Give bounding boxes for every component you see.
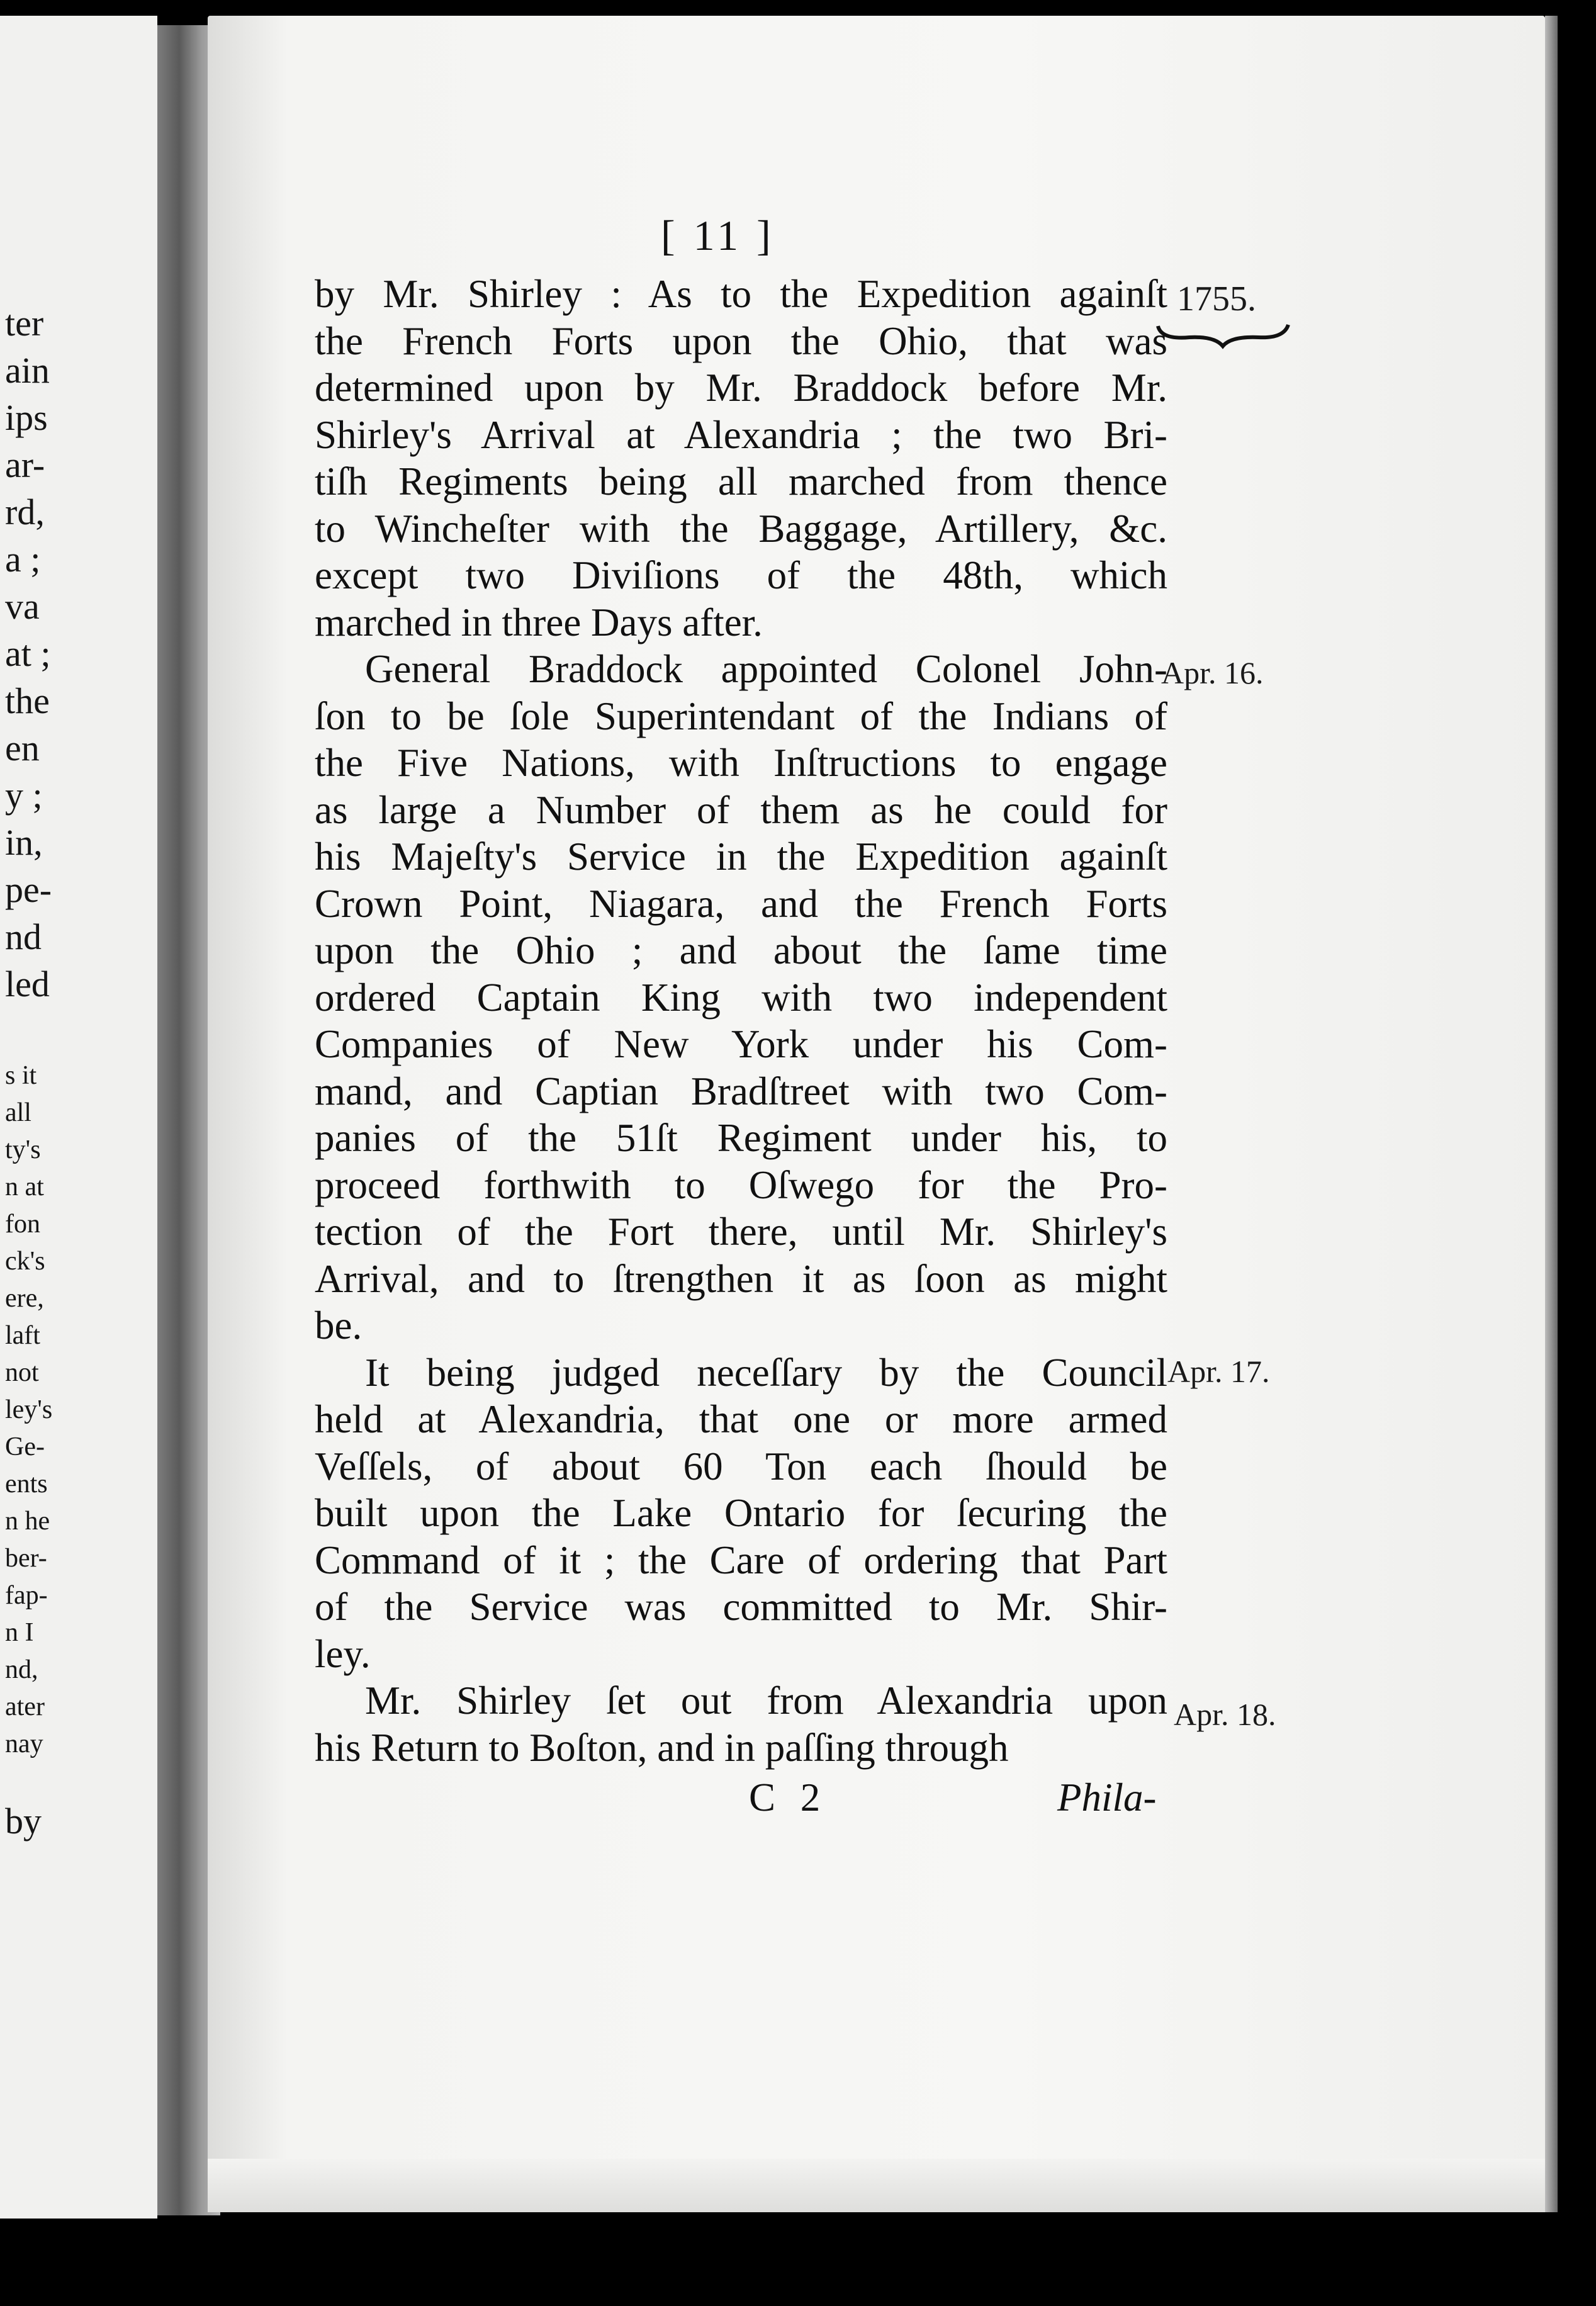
left-page-line: fon [5, 1210, 40, 1239]
paragraph-4 [315, 1677, 1167, 1771]
text-line: as large a Number of them as he could for [315, 787, 1167, 832]
catchword: Phila- [1057, 1775, 1157, 1819]
left-page-line: led [5, 964, 50, 1004]
text-line: tiſh Regiments being all marched from thence [315, 459, 1167, 503]
left-page-line: y ; [5, 775, 43, 816]
text-line: except two Diviſions of the 48th, which [315, 553, 1167, 597]
text-line: tection of the Fort there, until Mr. Shirley's [315, 1210, 1167, 1254]
text-line: panies of the 51ſt Regiment under his, to [315, 1116, 1167, 1160]
text-line: marched in three Days after. [315, 600, 763, 644]
left-page-line: ber- [5, 1544, 47, 1573]
text-line: Shirley's Arrival at Alexandria ; the two Bri- [315, 412, 1167, 457]
left-page-line: ter [5, 303, 44, 344]
left-page-line: va [5, 586, 40, 627]
left-page-line: not [5, 1358, 39, 1387]
paragraph-1 [315, 271, 1167, 646]
left-page-line: pe- [5, 869, 52, 910]
text-line: proceed forthwith to Oſwego for the Pro- [315, 1162, 1167, 1207]
text-line: It being judged neceſſary by the Council [365, 1350, 1167, 1395]
main-text [315, 271, 1167, 1771]
text-line: Crown Point, Niagara, and the French Forts [315, 881, 1167, 926]
left-page-line: the [5, 680, 50, 721]
left-page-line: rd, [5, 492, 45, 532]
text-line: ſon to be ſole Superintendant of the Indians of [315, 694, 1167, 738]
left-page-line: in, [5, 822, 43, 863]
text-line: his Majeſty's Service in the Expedition againſt [315, 835, 1167, 879]
signature-mark: C 2 [749, 1775, 828, 1819]
paragraph-2 [315, 646, 1167, 1349]
left-page-line: laft [5, 1321, 40, 1350]
text-line: ley. [315, 1631, 371, 1676]
left-page-line: ck's [5, 1247, 45, 1276]
left-page-line: ents [5, 1470, 48, 1499]
text-line: by Mr. Shirley : As to the Expedition againſt [315, 272, 1167, 316]
year-note: 1755. [1177, 279, 1256, 318]
text-line: Mr. Shirley ſet out from Alexandria upon [365, 1679, 1167, 1723]
page-header: [ 11 ] [661, 211, 775, 259]
brace-mark [1155, 320, 1293, 351]
left-page-line: at ; [5, 633, 51, 674]
text-line: the French Forts upon the Ohio, that was [315, 318, 1167, 363]
left-page-line: s it [5, 1061, 37, 1090]
left-page-line: n I [5, 1618, 34, 1647]
page-edge [1545, 16, 1558, 2212]
text-line: built upon the Lake Ontario for ſecuring the [315, 1491, 1167, 1535]
margin-date-apr-16: Apr. 16. [1161, 655, 1264, 690]
text-line: mand, and Captian Bradſtreet with two Com- [315, 1069, 1167, 1113]
text-line: Arrival, and to ſtrengthen it as ſoon as might [315, 1256, 1167, 1301]
margin-date-apr-17: Apr. 17. [1167, 1354, 1270, 1389]
text-line: upon the Ohio ; and about the ſame time [315, 928, 1167, 972]
left-page-line: ley's [5, 1395, 53, 1424]
text-line: Companies of New York under his Com- [315, 1022, 1167, 1066]
text-line: the Five Nations, with Inſtructions to engage [315, 741, 1167, 785]
paragraph-3 [315, 1349, 1167, 1678]
text-line: General Braddock appointed Colonel John- [365, 647, 1167, 691]
left-page-line: all [5, 1098, 31, 1127]
text-line: to Wincheſter with the Baggage, Artillery, &c. [315, 506, 1167, 551]
left-page-line: ar- [5, 444, 45, 485]
left-page-line: ater [5, 1692, 45, 1721]
left-page-bottom-word: by [5, 1801, 42, 1842]
text-line: his Return to Boſton, and in paſſing through [315, 1725, 1009, 1770]
text-line: be. [315, 1303, 362, 1347]
left-page [0, 16, 157, 2219]
left-page-line: Ge- [5, 1432, 45, 1461]
left-page-line: nd, [5, 1655, 38, 1684]
left-page-line: ain [5, 350, 50, 391]
text-line: Veſſels, of about 60 Ton each ſhould be [315, 1444, 1167, 1488]
left-page-line: a ; [5, 539, 41, 580]
left-page-line: fap- [5, 1581, 48, 1610]
left-page-line: n at [5, 1173, 44, 1201]
left-page-line: en [5, 728, 40, 768]
text-line: determined upon by Mr. Braddock before Mr. [315, 366, 1167, 410]
left-page-line: ty's [5, 1135, 41, 1164]
text-line: ordered Captain King with two independent [315, 975, 1167, 1020]
left-page-line: nd [5, 916, 42, 957]
text-line: held at Alexandria, that one or more armed [315, 1397, 1167, 1441]
left-page-line: n he [5, 1507, 50, 1536]
left-page-line: ips [5, 397, 48, 438]
left-page-line: ere, [5, 1284, 44, 1313]
left-page-line: nay [5, 1730, 43, 1758]
text-line: of the Service was committed to Mr. Shir- [315, 1585, 1167, 1629]
margin-date-apr-18: Apr. 18. [1174, 1697, 1276, 1732]
text-line: Command of it ; the Care of ordering that Part [315, 1538, 1167, 1582]
page-bottom-edge [208, 2159, 1545, 2212]
